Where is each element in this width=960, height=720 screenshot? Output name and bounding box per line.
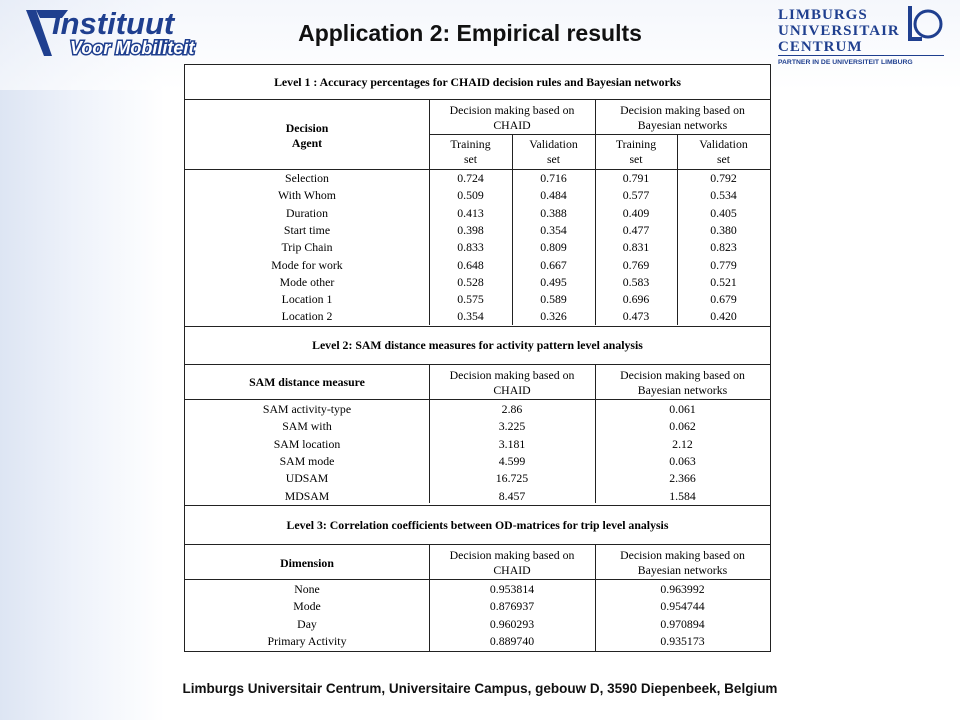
l1-chaid-header-line2: CHAID xyxy=(493,118,531,132)
page-title: Application 2: Empirical results xyxy=(298,20,642,46)
table-row: SAM with 3.225 0.062 xyxy=(282,419,696,434)
table-row: SAM location 3.181 2.12 xyxy=(273,436,693,451)
footer-address: Limburgs Universitair Centrum, Universitaire Campus, gebouw D, 3590 Diepenbeek, Belgium xyxy=(182,681,778,696)
table-row: Start time 0.398 0.354 0.477 0.380 xyxy=(283,222,737,237)
table-row: UDSAM 16.725 2.366 xyxy=(285,471,696,486)
agent-header-line1: Decision xyxy=(285,121,329,135)
l3-chaid-header-line1: Decision making based on xyxy=(449,548,575,562)
instituut-voor-mobiliteit-logo xyxy=(22,4,197,60)
table-row: Location 2 0.354 0.326 0.473 0.420 xyxy=(281,309,737,324)
l3-chaid-header-line2: CHAID xyxy=(493,563,531,577)
l3-bayes-header-line2: Bayesian networks xyxy=(637,563,728,577)
bayes-training-header-2: set xyxy=(629,152,643,166)
table-row: Trip Chain 0.833 0.809 0.831 0.823 xyxy=(281,240,737,255)
l2-chaid-header-line2: CHAID xyxy=(493,383,531,397)
table-row: Primary Activity 0.889740 0.935173 xyxy=(267,633,705,648)
level3-title: Level 3: Correlation coefficients between OD-matrices for trip level analysis xyxy=(185,506,770,545)
level1-title: Level 1 : Accuracy percentages for CHAID decision rules and Bayesian networks xyxy=(185,65,770,100)
dimension-header: Dimension xyxy=(280,556,334,570)
table-row: Day 0.960293 0.970894 xyxy=(297,616,705,631)
sam-measure-header: SAM distance measure xyxy=(249,375,365,389)
chaid-training-header-2: set xyxy=(463,152,478,166)
chaid-validation-header-1: Validation xyxy=(529,137,578,151)
table-row: Mode for work 0.648 0.667 0.769 0.779 xyxy=(271,257,737,272)
chaid-validation-header-2: set xyxy=(546,152,561,166)
logo-right-tagline: PARTNER IN DE UNIVERSITEIT LIMBURG xyxy=(778,59,913,66)
table-row: Selection 0.724 0.716 0.791 0.792 xyxy=(285,171,737,185)
l2-bayes-header-line1: Decision making based on xyxy=(620,368,745,382)
table-row: SAM activity-type 2.86 0.061 xyxy=(262,402,696,416)
l3-bayes-header-line1: Decision making based on xyxy=(620,548,745,562)
l1-bayes-header-line1: Decision making based on xyxy=(620,103,745,117)
table-row: With Whom 0.509 0.484 0.577 0.534 xyxy=(278,188,737,203)
table-row: Location 1 0.575 0.589 0.696 0.679 xyxy=(281,292,737,307)
l2-chaid-header-line1: Decision making based on xyxy=(449,368,575,382)
bayes-validation-header-1: Validation xyxy=(699,137,748,151)
background-gradient xyxy=(0,0,165,720)
l1-chaid-header-line1: Decision making based on xyxy=(449,103,575,117)
chaid-training-header-1: Training xyxy=(450,137,491,151)
luc-emblem-icon xyxy=(908,6,941,41)
bayes-validation-header-2: set xyxy=(716,152,731,166)
l1-bayes-header-line2: Bayesian networks xyxy=(637,118,728,132)
table-row: SAM mode 4.599 0.063 xyxy=(279,453,696,468)
logo-right-line2: UNIVERSITAIR xyxy=(778,23,900,39)
results-table xyxy=(184,64,771,652)
l2-bayes-header-line2: Bayesian networks xyxy=(637,383,728,397)
bayes-training-header-1: Training xyxy=(615,137,657,151)
logo-left-sub: Voor Mobiliteit xyxy=(70,38,195,58)
table-row: MDSAM 8.457 1.584 xyxy=(284,488,696,503)
table-row: None 0.953814 0.963992 xyxy=(294,582,705,596)
table-row: Mode other 0.528 0.495 0.583 0.521 xyxy=(279,274,737,289)
table-row: Duration 0.413 0.388 0.409 0.405 xyxy=(286,205,737,220)
logo-right-line3: CENTRUM xyxy=(778,39,863,55)
logo-right-line1: LIMBURGS xyxy=(778,7,868,23)
agent-header-line2: Agent xyxy=(291,136,323,150)
table-row: Mode 0.876937 0.954744 xyxy=(293,599,705,614)
limburgs-universitair-centrum-logo xyxy=(776,4,946,66)
level2-title: Level 2: SAM distance measures for activity pattern level analysis xyxy=(185,327,770,365)
logo-left-word: Instituut xyxy=(52,6,175,41)
